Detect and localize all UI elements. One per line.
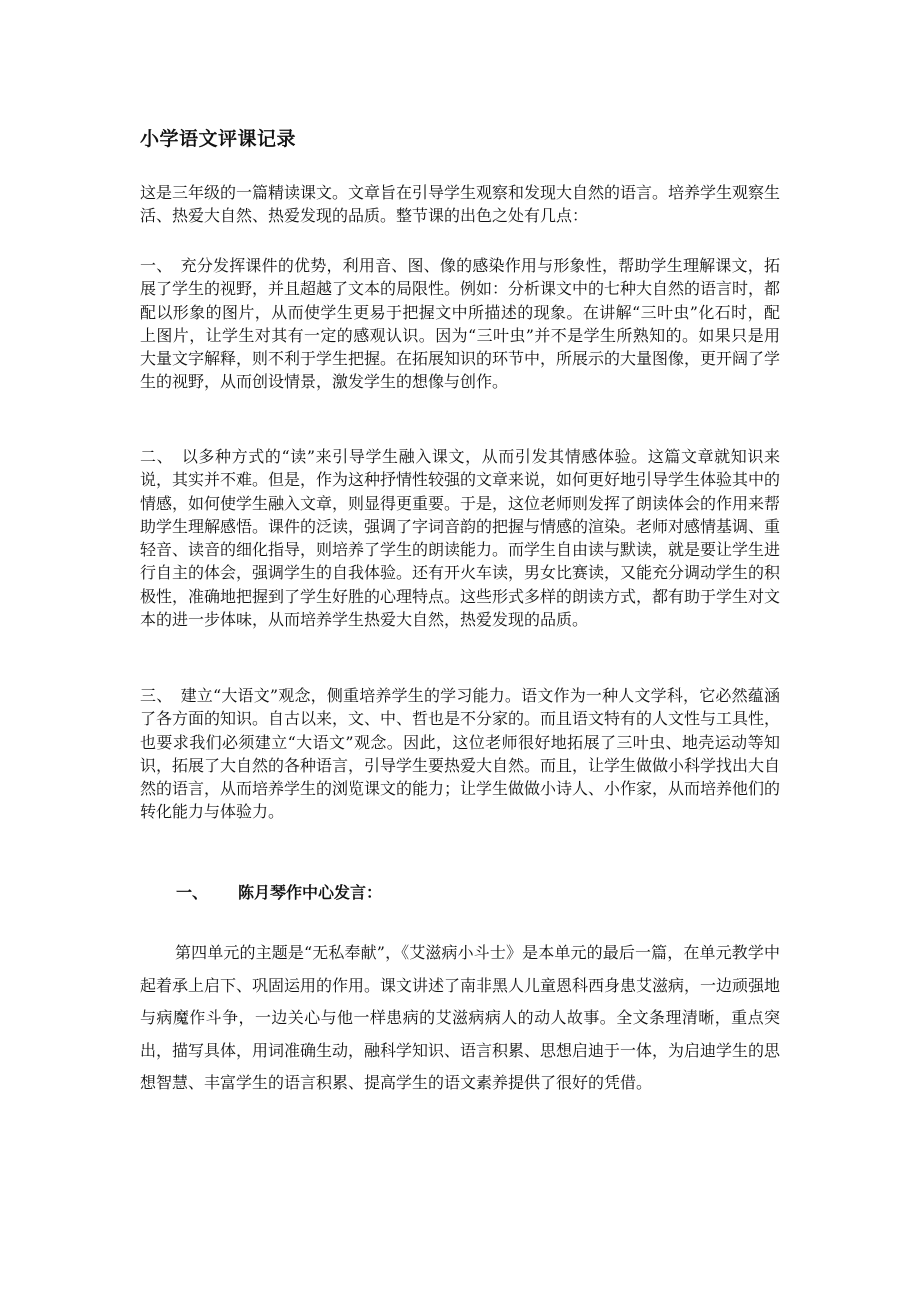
section-number: 一、	[176, 883, 209, 902]
section-heading	[176, 880, 382, 903]
point-two-paragraph: 二、 以多种方式的“读”来引导学生融入课文，从而引发其情感体验。这篇文章就知识来说，其实并不难。但是，作为这种抒情性较强的文章来说，如何更好地引导学生体验其中的情感，如何使学生融入文章，则显得更重要。于是，这位老师则发挥了朗读体会的作用来帮助学生理解感悟。课件的泛读，强调了字词音韵的把握与情感的渲染。老师对感情基调、重轻音、读音的细化指导，则培养了学生的朗读能力。而学生自由读与默读，就是要让学生进行自主的体会，强调学生的自我体验。还有开火车读，男女比赛读，又能充分调动学生的积极性，准确地把握到了学生好胜的心理特点。这些形式多样的朗读方式，都有助于学生对文本的进一步体味，从而培养学生热爱大自然，热爱发现的品质。	[140, 447, 781, 630]
speech-paragraph: 第四单元的主题是“无私奉献”，《艾滋病小斗士》是本单元的最后一篇，在单元教学中起着承上启下、巩固运用的作用。课文讲述了南非黑人儿童恩科西身患艾滋病，一边顽强地与病魔作斗争，一边关心与他一样患病的艾滋病病人的动人故事。全文条理清晰，重点突出，描写具体，用词准确生动，融科学知识、语言积累、思想启迪于一体，为启迪学生的思想智慧、丰富学生的语言积累、提高学生的语文素养提供了很好的凭借。	[140, 943, 781, 1092]
document-title: 小学语文评课记录	[140, 128, 297, 150]
section-heading-text: 陈月琴作中心发言：	[238, 883, 383, 902]
point-one-paragraph: 一、 充分发挥课件的优势，利用音、图、像的感染作用与形象性，帮助学生理解课文，拓展了学生的视野，并且超越了文本的局限性。例如：分析课文中的七种大自然的语言时，都配以形象的图片，从而使学生更易于把握文中所描述的现象。在讲解“三叶虫”化石时，配上图片，让学生对其有一定的感观认识。因为“三叶虫”并不是学生所熟知的。如果只是用大量文字解释，则不利于学生把握。在拓展知识的环节中，所展示的大量图像，更开阔了学生的视野，从而创设情景，激发学生的想像与创作。	[140, 256, 781, 392]
intro-paragraph: 这是三年级的一篇精读课文。文章旨在引导学生观察和发现大自然的语言。培养学生观察生活、热爱大自然、热爱发现的品质。整节课的出色之处有几点：	[140, 183, 781, 226]
point-three-paragraph: 三、 建立“大语文”观念，侧重培养学生的学习能力。语文作为一种人文学科，它必然蕴涵了各方面的知识。自古以来，文、中、哲也是不分家的。而且语文特有的人文性与工具性，也要求我们必须建立“大语文”观念。因此，这位老师很好地拓展了三叶虫、地壳运动等知识，拓展了大自然的各种语言，引导学生要热爱大自然。而且，让学生做做小科学找出大自然的语言，从而培养学生的浏览课文的能力；让学生做做小诗人、小作家，从而培养他们的转化能力与体验力。	[140, 686, 781, 822]
